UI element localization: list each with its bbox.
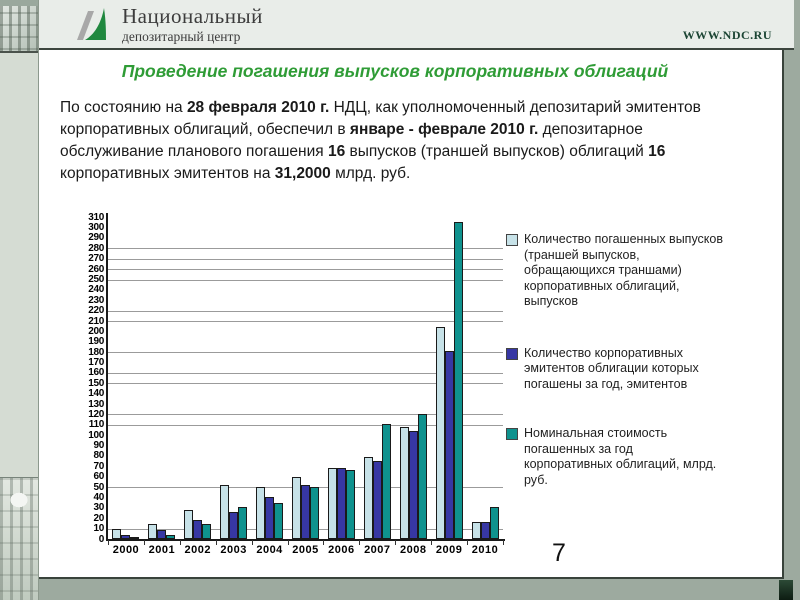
y-axis-tick-label: 300: [88, 222, 104, 234]
building-photo-top: [0, 0, 38, 53]
y-axis-tick-label: 190: [88, 336, 104, 348]
logo-subtitle: депозитарный центр: [122, 29, 241, 45]
y-axis-tick-label: 230: [88, 294, 104, 306]
paragraph-segment: млрд. руб.: [330, 165, 411, 182]
y-axis-tick-label: 260: [88, 263, 104, 275]
y-axis-tick-label: 140: [88, 388, 104, 400]
y-axis-tick-label: 170: [88, 357, 104, 369]
x-axis-tick-label: 2001: [148, 544, 176, 556]
ndc-logo-icon: [70, 4, 116, 46]
y-axis-tick-label: 160: [88, 367, 104, 379]
y-axis-tick-label: 20: [93, 512, 104, 524]
paragraph-segment: 16: [327, 143, 346, 160]
legend-swatch-issues: [506, 234, 518, 246]
legend-swatch-issuers: [506, 348, 518, 360]
y-axis-tick-label: 110: [88, 419, 104, 431]
paragraph-segment: депозитарное обслуживание планового погашения: [60, 121, 643, 160]
y-axis-tick-label: 290: [88, 232, 104, 244]
legend-swatch-nominal-value: [506, 428, 518, 440]
paragraph-segment: 16: [648, 143, 666, 160]
legend-item-issues: [506, 232, 724, 310]
paragraph-segment: НДЦ, как уполномоченный депозитарий эмитентов корпоративных облигаций, обеспечил в: [60, 99, 701, 138]
y-axis-tick-label: 200: [88, 325, 104, 337]
y-axis-tick-label: 70: [93, 460, 104, 472]
y-axis-tick-label: 270: [88, 253, 104, 265]
y-axis-tick-label: 10: [93, 523, 104, 535]
legend-label: Номинальная стоимость погашенных за год корпоративных облигаций, млрд. руб.: [524, 426, 717, 487]
x-axis-tick-label: 2007: [364, 544, 391, 556]
y-axis-tick-label: 220: [88, 305, 104, 317]
slide-title: Проведение погашения выпусков корпоративных облигаций: [121, 61, 669, 81]
x-axis-tick-label: 2002: [184, 544, 211, 556]
legend-label: Количество погашенных выпусков (траншей выпусков, обращающихся траншами) корпоративных облигаций, выпусков: [524, 232, 724, 308]
y-axis-tick-label: 0: [98, 533, 104, 545]
page-number: 7: [552, 539, 566, 567]
y-axis-tick-label: 130: [88, 398, 104, 410]
y-axis-tick-label: 180: [88, 346, 104, 358]
y-axis-tick-label: 40: [93, 491, 104, 503]
paragraph-segment: январе - феврале 2010 г.: [349, 121, 539, 138]
y-axis-tick-label: 30: [93, 502, 104, 514]
building-photo-bottom: [0, 477, 38, 600]
ndc-logo: [70, 3, 370, 47]
paragraph-segment: 31,2000: [274, 165, 331, 182]
x-axis-tick-label: 2004: [256, 544, 283, 556]
y-axis-tick-label: 60: [93, 471, 104, 483]
x-axis-tick-label: 2006: [328, 544, 355, 556]
y-axis-tick-label: 90: [93, 440, 104, 452]
y-axis-tick-label: 50: [93, 481, 104, 493]
x-axis-tick-label: 2008: [399, 544, 427, 556]
legend-item-issuers: [506, 346, 724, 393]
building-photo-corner: [779, 580, 793, 600]
x-axis-tick-label: 2009: [435, 544, 463, 556]
x-axis-tick-label: 2010: [471, 544, 499, 556]
slide-header: [38, 0, 794, 50]
paragraph-segment: 28 февраля 2010 г.: [186, 99, 330, 116]
legend-item-nominal-value: [506, 426, 724, 488]
paragraph-segment: выпусков (траншей выпусков) облигаций: [345, 143, 649, 160]
y-axis-tick-label: 80: [93, 450, 104, 462]
website-url: WWW.NDC.RU: [682, 28, 772, 42]
y-axis-tick-label: 210: [88, 315, 104, 327]
paragraph-segment: корпоративных эмитентов на: [60, 165, 275, 182]
x-axis-tick-label: 2000: [112, 544, 140, 556]
logo-text: [122, 6, 263, 44]
y-axis-tick-label: 120: [88, 408, 104, 420]
chart-legend: [506, 232, 724, 488]
x-axis-tick-label: 2003: [220, 544, 247, 556]
x-axis-tick-label: 2005: [292, 544, 319, 556]
logo-title: Национальный: [122, 4, 263, 29]
y-axis-tick-label: 280: [88, 242, 104, 254]
y-axis-tick-label: 310: [88, 211, 104, 223]
body-paragraph: [60, 97, 715, 185]
y-axis-tick-label: 100: [88, 429, 104, 441]
legend-label: Количество корпоративных эмитентов облигации которых погашены за год, эмитентов: [524, 345, 699, 391]
paragraph-segment: По состоянию на: [60, 99, 187, 116]
y-axis-tick-label: 250: [88, 274, 104, 285]
y-axis-tick-label: 240: [88, 284, 104, 296]
y-axis-tick-label: 150: [88, 377, 104, 389]
